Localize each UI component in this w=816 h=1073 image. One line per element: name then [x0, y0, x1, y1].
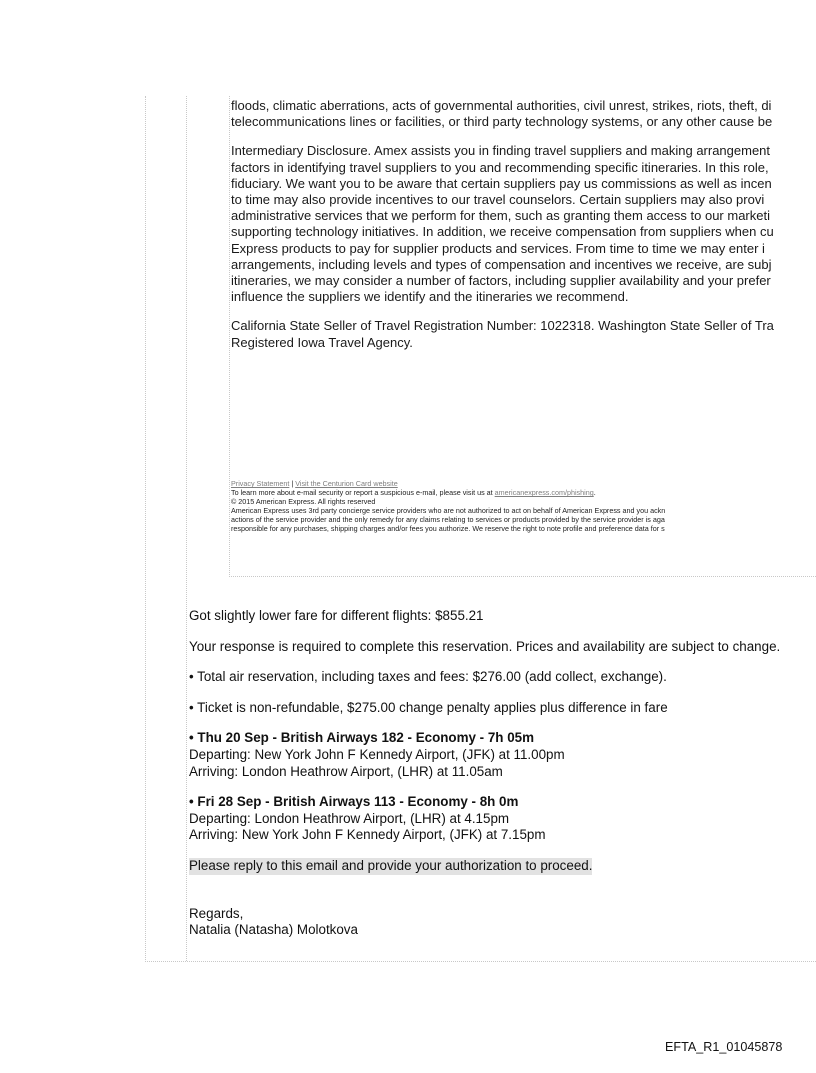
reply-request-highlight: Please reply to this email and provide your authorization to proceed. — [189, 857, 593, 873]
flight-2 — [189, 794, 816, 844]
security-text: To learn more about e-mail security or report a suspicious e-mail, please visit us at — [231, 488, 495, 498]
text-line: Express products to pay for supplier products and services. From time to time we may enter i — [231, 240, 765, 256]
signature-name: Natalia (Natasha) Molotkova — [189, 922, 358, 938]
email-footer — [231, 479, 816, 534]
footer-links-row — [231, 479, 816, 488]
intermediary-disclosure-paragraph — [231, 143, 816, 305]
total-air-line: • Total air reservation, including taxes and fees: $276.00 (add collect, exchange). — [189, 669, 667, 685]
text-line: administrative services that we perform for them, such as granting them access to our marketi — [231, 208, 770, 224]
flight-2-header: • Fri 28 Sep - British Airways 113 - Economy - 8h 0m — [189, 794, 519, 810]
concierge-disclaimer-line: American Express uses 3rd party concierge service providers who are not authorized to act on behalf of American Express and you ackn — [231, 506, 666, 516]
text-line: to time may also provide incentives to our travel counselors. Certain suppliers may also provi — [231, 192, 765, 208]
centurion-card-link[interactable]: Visit the Centurion Card website — [295, 479, 398, 488]
flight-2-arriving: Arriving: New York John F Kennedy Airport, (JFK) at 7.15pm — [189, 827, 546, 843]
text-line: itineraries, we may consider a number of factors, including supplier availability and your prefer — [231, 273, 771, 289]
sign-off — [189, 906, 816, 939]
document-id: EFTA_R1_01045878 — [665, 1040, 783, 1054]
phishing-link[interactable]: americanexpress.com/phishing — [494, 488, 594, 498]
flight-1 — [189, 730, 816, 780]
security-end: . — [593, 488, 596, 498]
text-line: supporting technology initiatives. In addition, we receive compensation from suppliers when cu — [231, 224, 774, 240]
text-line: floods, climatic aberrations, acts of governmental authorities, civil unrest, strikes, riots, theft, di — [231, 98, 772, 113]
response-required-line: Your response is required to complete this reservation. Prices and availability are subject to change. — [189, 638, 781, 654]
text-line: telecommunications lines or facilities, or third party technology systems, or any other cause be — [231, 114, 773, 130]
concierge-disclaimer-line: actions of the service provider and the only remedy for any claims relating to services or products provided by the service provider is aga — [231, 515, 665, 525]
text-line: Intermediary Disclosure. Amex assists you in finding travel suppliers and making arrangement — [231, 143, 771, 159]
security-notice — [231, 488, 816, 497]
copyright: © 2015 American Express. All rights reserved — [231, 497, 376, 507]
text-line: influence the suppliers we identify and the itineraries we recommend. — [231, 289, 629, 305]
regards: Regards, — [189, 905, 244, 921]
flight-1-arriving: Arriving: London Heathrow Airport, (LHR) at 11.05am — [189, 763, 503, 779]
ticket-terms-line: • Ticket is non-refundable, $275.00 change penalty applies plus difference in fare — [189, 699, 668, 715]
seller-of-travel-paragraph — [231, 318, 816, 350]
text-line: fiduciary. We want you to be aware that certain suppliers pay us commissions as well as incen — [231, 175, 772, 191]
link-separator: | — [291, 479, 294, 488]
reply-request — [189, 858, 816, 875]
disclaimer-paragraph-force-majeure — [231, 98, 816, 130]
text-line: California State Seller of Travel Registration Number: 1022318. Washington State Seller of Tra — [231, 318, 774, 334]
flight-1-departing: Departing: New York John F Kennedy Airport, (JFK) at 11.00pm — [189, 746, 565, 762]
flight-1-header: • Thu 20 Sep - British Airways 182 - Economy - 7h 05m — [189, 730, 535, 746]
quote-bar — [186, 96, 188, 961]
flight-2-departing: Departing: London Heathrow Airport, (LHR) at 4.15pm — [189, 810, 510, 826]
text-line: factors in identifying travel suppliers to you and recommending specific itineraries. In this role, — [231, 159, 769, 175]
text-line: arrangements, including levels and types of compensation and incentives we receive, are subj — [231, 256, 772, 272]
email-body — [189, 608, 816, 953]
privacy-statement-link[interactable]: Privacy Statement — [231, 479, 290, 488]
lower-fare-line: Got slightly lower fare for different flights: $855.21 — [189, 608, 484, 623]
legal-disclosures — [231, 98, 816, 364]
concierge-disclaimer-line: responsible for any purchases, shipping charges and/or fees you authorize. We reserve the right to note profile and preference data for s — [231, 524, 665, 534]
text-line: Registered Iowa Travel Agency. — [231, 334, 413, 350]
